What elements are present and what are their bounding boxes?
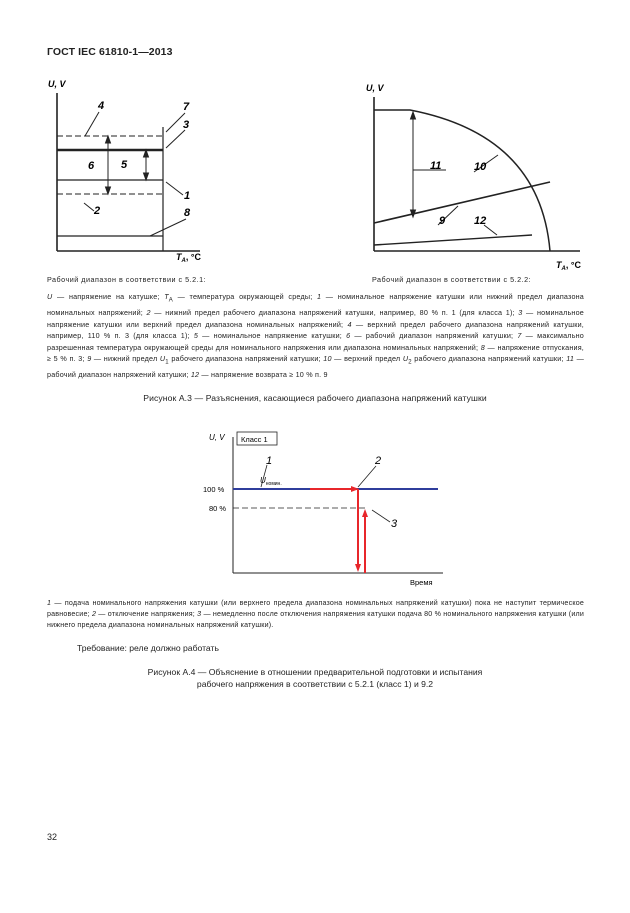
figure-a3-legend: U — напряжение на катушке; $T_A$ — температура окружающей среды; 1 — номинальное напряжение катушки или нижний предел диапазона номинальных напряжений; 2 — нижний предел рабочего диапазона напряжений катушки, например, 80 % п. 1 (для класса 1); 3 — номинальное напряжение катушки или верхний предел диапазона номинальных напряжений; 4 — верхний предел рабочего диапазона напряжений катушки, например, 110 % п. 3 (для класса 1); 5 — номинальное напряжение катушки; 6 — рабочий диапазон напряжений катушки; 7 — максимально разрешенная температура окружающей среды для номинального напряжения или диапазона номинальных напряжений; 8 — напряжение отпускания, ≥ 5 % п. 3; 9 — нижний предел $U_1$ рабочего диапазона напряжений катушки; 10 — верхний предел $U_2$ рабочего диапазона напряжений катушки; 11 — рабочий диапазон напряжений катушки; 12 — напряжение возврата ≥ 10 % п. 9 [47, 292, 585, 380]
figure-a3-right-plot [360, 75, 590, 275]
upper-limit-curve [374, 110, 550, 251]
figure-a4-title [90, 666, 540, 690]
y-axis-label: U, V [209, 433, 225, 442]
y-axis-label: U, V [366, 83, 384, 93]
page-number: 32 [47, 832, 58, 842]
lower-limit-line [374, 182, 550, 223]
u-nominal-label: $U_{номин.}$ [260, 476, 282, 487]
label-10: 10 [474, 161, 487, 173]
label-12: 12 [474, 215, 487, 227]
x-axis-label: $T_A$, °C [556, 260, 581, 272]
label-1: 1 [266, 455, 273, 467]
y-axis-label: U, V [48, 79, 66, 89]
requirement-text: Требование: реле должно работать [77, 643, 219, 653]
label-2: 2 [94, 205, 101, 217]
return-line [374, 235, 532, 245]
right-plot-caption: Рабочий диапазон в соответствии с 5.2.2: [372, 275, 532, 284]
figure-a4-plot [195, 425, 455, 595]
label-3: 3 [183, 119, 190, 131]
figure-a3-title: Рисунок А.3 — Разъяснения, касающиеся рабочего диапазона напряжений катушки [143, 393, 487, 403]
tick-80: 80 % [209, 504, 227, 513]
figure-a3-left-plot [40, 75, 270, 275]
switch-off-arrow [355, 564, 361, 572]
x-axis-label: Время [410, 578, 433, 587]
label-9: 9 [439, 215, 446, 227]
label-1: 1 [184, 190, 191, 202]
left-plot-caption: Рабочий диапазон в соответствии с 5.2.1: [47, 275, 207, 284]
eighty-percent-arrow [362, 509, 368, 517]
document-id: ГОСТ IEC 61810-1—2013 [47, 46, 173, 58]
class-label: Класс 1 [241, 435, 268, 444]
label-5: 5 [121, 159, 128, 171]
tick-100: 100 % [203, 485, 225, 494]
label-8: 8 [184, 207, 191, 219]
label-6: 6 [88, 160, 95, 172]
figure-a4-title-line1: Рисунок А.4 — Объяснение в отношении предварительной подготовки и испытания [147, 667, 483, 677]
label-7: 7 [183, 101, 190, 113]
label-11: 11 [430, 160, 442, 172]
label-2: 2 [375, 455, 382, 467]
x-axis-label: $T_A$, °C [176, 252, 201, 264]
figure-a4-legend: 1 — подача номинального напряжения катушки (или верхнего предела диапазона номинальных напряжений катушки) пока не наступит термическое равновесие; 2 — отключение напряжения; 3 — немедленно после отключения напряжения катушки подача 80 % номинального напряжения катушки (или нижнего предела диапазона номинальных напряжений катушки). [47, 599, 585, 629]
figure-a4-title-line2: рабочего напряжения в соответствии с 5.2.1 (класс 1) и 9.2 [196, 679, 434, 689]
label-3: 3 [391, 518, 398, 530]
label-4: 4 [98, 100, 105, 112]
